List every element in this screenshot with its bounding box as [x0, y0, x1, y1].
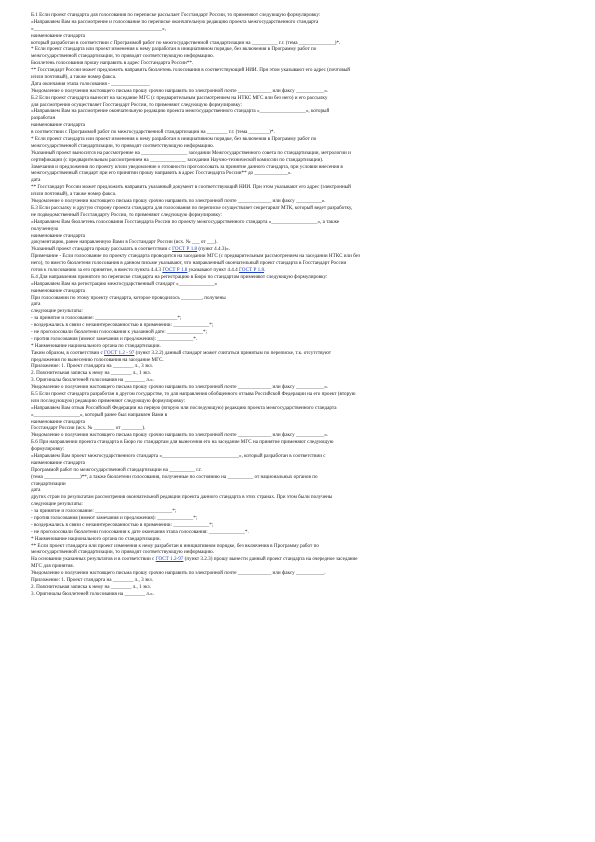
- document-line: [31, 577, 564, 584]
- standard-reference-link[interactable]: ГОСТ 1.2-97: [155, 556, 184, 563]
- document-line: [31, 460, 564, 467]
- document-line: [31, 329, 564, 336]
- line-text: Уведомление о получении настоящего письма прошу срочно направить по электронной почте _____________ или факсу ___________».: [31, 432, 329, 439]
- document-line: [31, 453, 564, 460]
- document-line: [31, 494, 564, 501]
- line-text: следующие результаты:: [31, 501, 83, 508]
- document-line: [31, 536, 564, 543]
- line-text: межгосударственной стандартизации, то приводят соответствующую информацию.: [31, 142, 215, 149]
- line-text: - воздержались в связи с незаинтересованностью в применении: ______________*;: [31, 322, 214, 329]
- line-text: Б.6 При направлении проекта стандарта в Бюро по стандартам для вынесения его на заседание МГС на принятие применяют следующую: [31, 439, 334, 446]
- document-line: [31, 474, 564, 481]
- document-line: [31, 591, 564, 598]
- line-text: * Если проект стандарта или проект изменения к нему разработан в инициативном порядке, без включения в Программу работ по: [31, 136, 317, 143]
- document-line: [31, 26, 564, 33]
- document-line: [31, 322, 564, 329]
- document-line: [31, 115, 564, 122]
- line-text: не подведомственный Госстандарту России, то применяют следующую формулировку:: [31, 211, 222, 218]
- line-text: наименование стандарта: [31, 459, 85, 466]
- line-text: наименование стандарта: [31, 32, 85, 39]
- line-text: На основании указанных результатов и в соответствии с: [31, 556, 156, 563]
- document-line: [31, 487, 564, 494]
- document-line: [31, 370, 564, 377]
- line-text: - против голосования (имеют замечания и предложения): ______________*.: [31, 335, 198, 342]
- document-line: [31, 384, 564, 391]
- document-line: [31, 233, 564, 240]
- document-line: [31, 405, 564, 412]
- line-text: - против голосования (имеют замечания и предложения): ______________*;: [31, 515, 198, 522]
- document-line: [31, 12, 564, 19]
- document-line: [31, 481, 564, 488]
- line-text: Б.1 Если проект стандарта для голосования по переписке рассылает Госстандарт России, то применяют следующую формулировку:: [31, 12, 321, 18]
- line-text: Приложение: 1. Проект стандарта на ________ л., 3 экз.: [31, 363, 153, 370]
- line-text: - не проголосовали бюллетени голосования к дате окончания этапа голосования: ______________*.: [31, 528, 249, 535]
- document-line: [31, 529, 564, 536]
- line-text: - воздержались в связи с незаинтересованностью в применении: ______________*;: [31, 521, 214, 528]
- line-text: для рассмотрения осуществляет Госстандарт России, то применяют следующую формулировку:: [31, 101, 242, 108]
- document-line: [31, 439, 564, 446]
- line-text: формулировку:: [31, 446, 65, 453]
- document-line: [31, 46, 564, 53]
- document-line: [31, 508, 564, 515]
- line-text: (тема ______________)**, а также бюллетени голосования, полученные по состоянию на __________ от национальных органов по: [31, 473, 318, 480]
- document-line: [31, 563, 564, 570]
- document-line: [31, 170, 564, 177]
- line-text: «Направляем Вам отзыв Российской Федерации на первую (вторую или последующую) редакцию проекта межгосударственного стандарта: [31, 404, 337, 411]
- line-text: в соответствии с Программой работ по межгосударственной стандартизации на ________ г.г. (тема ________)*.: [31, 129, 275, 136]
- document-line: [31, 308, 564, 315]
- standard-reference-link[interactable]: ГОСТ 1.2 - 97: [104, 349, 135, 356]
- document-line: [31, 191, 564, 198]
- document-line: [31, 177, 564, 184]
- line-text: документацию, ранее направленную Вами в Госстандарт России (исх. № ___ от ___).: [31, 239, 218, 246]
- line-text: наименование стандарта: [31, 418, 85, 425]
- line-text: стандартизации: [31, 480, 66, 487]
- line-text: или последующую) редакцию применяют следующую формулировку:: [31, 397, 186, 404]
- document-line: [31, 301, 564, 308]
- line-text: сертификации (с предварительным рассмотрением на ______________ заседании Научно-технической комиссии по стандартизации).: [31, 156, 324, 163]
- line-text: Бюллетень голосования прошу направить в адрес Госстандарта России**.: [31, 60, 194, 67]
- line-text: Примечание - Если голосование по проекту стандарта проводится на заседании МГС (с предварительным рассмотрением на заседании НТКС или без: [31, 253, 361, 260]
- line-text: Дата окончания этапа голосования - _______________: [31, 80, 150, 87]
- line-text: Уведомление о получении настоящего письма прошу срочно направить по электронной почте _____________ или факсу __________».: [31, 198, 326, 205]
- line-text: - не проголосовали бюллетени голосования к указанной дате: ______________*;: [31, 328, 208, 335]
- document-line: [31, 53, 564, 60]
- document-line: [31, 267, 564, 274]
- line-text: 2. Пояснительная записка к нему на ________ л., 1 экз.: [31, 583, 151, 590]
- document-line: [31, 74, 564, 81]
- document-line: [31, 570, 564, 577]
- line-text: который разработан в соответствии с Программой работ по межгосударственной стандартизации на __________ г.г. (тема ______________)*.: [31, 39, 341, 46]
- document-line: [31, 88, 564, 95]
- line-text: и/или почтовый), а также номер факса.: [31, 191, 117, 198]
- document-line: [31, 129, 564, 136]
- line-text: наименование стандарта: [31, 232, 85, 239]
- line-text: МГС для принятия.: [31, 563, 74, 570]
- document-line: [31, 95, 564, 102]
- line-text: Замечания и предложения по проекту и/или уведомление о готовности проголосовать за принятие данного стандарта, при условии внесения в: [31, 163, 343, 170]
- standard-reference-link[interactable]: ГОСТ Р 1.8: [238, 266, 265, 273]
- document-line: [31, 412, 564, 419]
- document-line: [31, 419, 564, 426]
- document-line: [31, 425, 564, 432]
- line-text: Б.3 Если рассылку и другую сторону проекта стандарта для голосования по переписке осуществляет секретариат МТК, который ведет разработку,: [31, 204, 353, 211]
- document-line: [31, 102, 564, 109]
- line-text: - за принятие и голосование: ______________________________*;: [31, 508, 177, 515]
- document-line: [31, 281, 564, 288]
- line-text: следующие результаты:: [31, 308, 83, 315]
- line-text: готов к голосованию за его принятие, в вместо пункта 4.4.3: [31, 266, 163, 273]
- line-text: «Направляем Вам на регистрацию межгосударственный стандарт «______________»: [31, 280, 218, 287]
- line-text: * Если проект стандарта или проект изменения к нему разработан в инициативном порядке, без включения в Программу работ по: [31, 46, 317, 53]
- document-line: [31, 60, 564, 67]
- document-line: [31, 157, 564, 164]
- line-text: Уведомление о получении настоящего письма прошу срочно направить по электронной почте _____________ или факсу ___________».: [31, 87, 329, 94]
- line-text: других стран по результатам рассмотрения окончательной редакции проекта данного стандарта в этих странах. При этом были получены: [31, 494, 333, 501]
- line-text: ** Госстандарт России может предложить направить указанный документ в соответствующий НИИ. При этом указывают его адрес (электронный: [31, 184, 351, 191]
- line-text: 3. Оригиналы бюллетеней голосования на ________ л.».: [31, 590, 155, 597]
- document-line: [31, 67, 564, 74]
- line-text: При голосовании по этому проекту стандарта, которое проводилось ________, получены: [31, 294, 226, 301]
- line-text: межгосударственной стандартизации, то приводят соответствующую информацию.: [31, 549, 215, 556]
- document-line: [31, 260, 564, 267]
- line-text: - за принятие и голосование: ________________________________*;: [31, 315, 182, 322]
- document-line: [31, 556, 564, 563]
- line-text: * Наименование национального органа по стандартизации.: [31, 535, 161, 542]
- standard-reference-link[interactable]: ГОСТ Р 1.8: [172, 246, 198, 253]
- document-line: [31, 467, 564, 474]
- line-text: ** Если проект стандарта или проект изменения к нему разработан в инициативном порядке, без включения в Программу работ по: [31, 542, 319, 549]
- line-text: Уведомление о получении настоящего письма прошу срочно направить по электронной почте _____________ или факсу ___________».: [31, 384, 329, 391]
- document-line: [31, 239, 564, 246]
- line-text: Программой работ по межгосударственной стандартизации на __________ г.г.: [31, 466, 202, 473]
- document-line: [31, 164, 564, 171]
- line-text: указывают пункт 4.4.4: [187, 266, 239, 273]
- document-line: [31, 315, 564, 322]
- document-line: [31, 150, 564, 157]
- document-line: [31, 549, 564, 556]
- line-text: «Направляем Вам проект межгосударственного стандарта «______________________________», который разработан в соответствии с: [31, 453, 326, 459]
- line-text: и/или почтовый), а также номер факса.: [31, 74, 117, 81]
- line-text: Уведомление о получении настоящего письма прошу срочно направить по электронной почте _____________ или факсу ___________.: [31, 570, 326, 577]
- document-line: [31, 253, 564, 260]
- document-line: [31, 377, 564, 384]
- line-text: (пункт 3.2.2) данный стандарт может считаться принятым по переписке, т.к. отсутствуют: [134, 349, 332, 356]
- line-text: 3. Оригиналы бюллетеней голосования на ________ л.».: [31, 377, 155, 384]
- line-text: предложения по вынесению голосования на заседание МГС.: [31, 356, 164, 363]
- line-text: наименование стандарта: [31, 122, 85, 129]
- line-text: Приложение: 1. Проект стандарта на ________ л., 3 экз.: [31, 577, 153, 584]
- document-line: [31, 522, 564, 529]
- document-line: [31, 198, 564, 205]
- document-line: [31, 543, 564, 550]
- document-line: [31, 226, 564, 233]
- document-line: [31, 398, 564, 405]
- line-text: * Наименование национального органа по стандартизации.: [31, 342, 161, 349]
- line-text: Указанный проект выносится на рассмотрение на __________________ заседании Межгосударственного совета по стандартизации, метрологии и: [31, 149, 351, 156]
- line-text: Б.5 Если проект стандарта разработан в другом государстве, то для направления обобщенного отзыва Российской Федерации на его проект (вторую: [31, 390, 356, 397]
- line-text: разработан: [31, 115, 56, 122]
- document-line: [31, 19, 564, 26]
- line-text: дата: [31, 177, 41, 184]
- line-text: полученную: [31, 225, 59, 232]
- standard-reference-link[interactable]: ГОСТ Р 1.8: [162, 266, 188, 273]
- document-line: [31, 432, 564, 439]
- line-text: Таким образом, в соответствии с: [31, 349, 105, 356]
- line-text: «Направляем Вам на рассмотрение и голосование по переписке окончательную редакцию проекта межгосударственного стандарта: [31, 18, 319, 25]
- document-line: [31, 219, 564, 226]
- line-text: межгосударственный стандарт при его принятии прошу направить в адрес Госстандарта России** до _____________».: [31, 170, 292, 177]
- line-text: дата: [31, 487, 41, 494]
- document-line: [31, 357, 564, 364]
- line-text: .: [264, 266, 266, 273]
- document-line: [31, 81, 564, 88]
- line-text: ** Госстандарт России может предложить направить бюллетень голосования в соответствующий НИИ. При этом указывают его адрес (почтовый: [31, 67, 351, 74]
- document-line: [31, 501, 564, 508]
- line-text: межгосударственной стандартизации, то приводят соответствующую информацию.: [31, 53, 215, 60]
- line-text: Б.2 Если проект стандарта выносят на заседание МГС (с предварительным рассмотрением на НТКС МГС или без него) и его рассылку: [31, 94, 328, 101]
- line-text: Госстандарт России (исх. № ________ от ________).: [31, 425, 146, 432]
- document-body: [31, 12, 564, 598]
- line-text: него), то вместо бюллетеня голосования в данном письме указывают, что направленный окончательный проект стандарта в Госстандарт России: [31, 260, 347, 267]
- document-line: [31, 136, 564, 143]
- line-text: 2. Пояснительная записка к нему на ________ л., 1 экз.: [31, 370, 151, 377]
- document-line: [31, 246, 564, 253]
- document-line: [31, 288, 564, 295]
- document-line: [31, 143, 564, 150]
- line-text: (пункт 3.2.3) прошу вынести данный проект стандарта на очередное заседание: [183, 556, 358, 563]
- line-text: Указанный проект стандарта прошу рассылать в соответствии с: [31, 246, 173, 253]
- line-text: дата: [31, 301, 41, 308]
- document-line: [31, 515, 564, 522]
- document-line: [31, 336, 564, 343]
- document-line: [31, 295, 564, 302]
- line-text: «__________________», который ранее был направлен Вами в: [31, 411, 168, 418]
- document-line: [31, 108, 564, 115]
- line-text: (пункт 4.4.3)».: [197, 246, 231, 253]
- document-line: [31, 40, 564, 47]
- document-line: [31, 343, 564, 350]
- document-line: [31, 391, 564, 398]
- document-line: [31, 205, 564, 212]
- document-line: [31, 33, 564, 40]
- document-line: [31, 274, 564, 281]
- document-line: [31, 122, 564, 129]
- document-line: [31, 212, 564, 219]
- document-line: [31, 184, 564, 191]
- line-text: «Направляем Вам бюллетень голосования Госстандарта России по проекту межгосударственного стандарта «__________________», а также: [31, 218, 340, 225]
- document-line: [31, 446, 564, 453]
- line-text: Б.4 Для направления принятого по переписке стандарта на регистрацию в Бюро по стандартам применяют следующую формулировку:: [31, 273, 328, 280]
- document-line: [31, 584, 564, 591]
- line-text: наименование стандарта: [31, 287, 85, 294]
- document-line: [31, 363, 564, 370]
- document-line: [31, 350, 564, 357]
- line-text: «__________________________________________________»,: [31, 25, 166, 32]
- line-text: «Направляем Вам на рассмотрение окончательную редакцию проекта межгосударственного стандарта «__________________», который: [31, 108, 330, 115]
